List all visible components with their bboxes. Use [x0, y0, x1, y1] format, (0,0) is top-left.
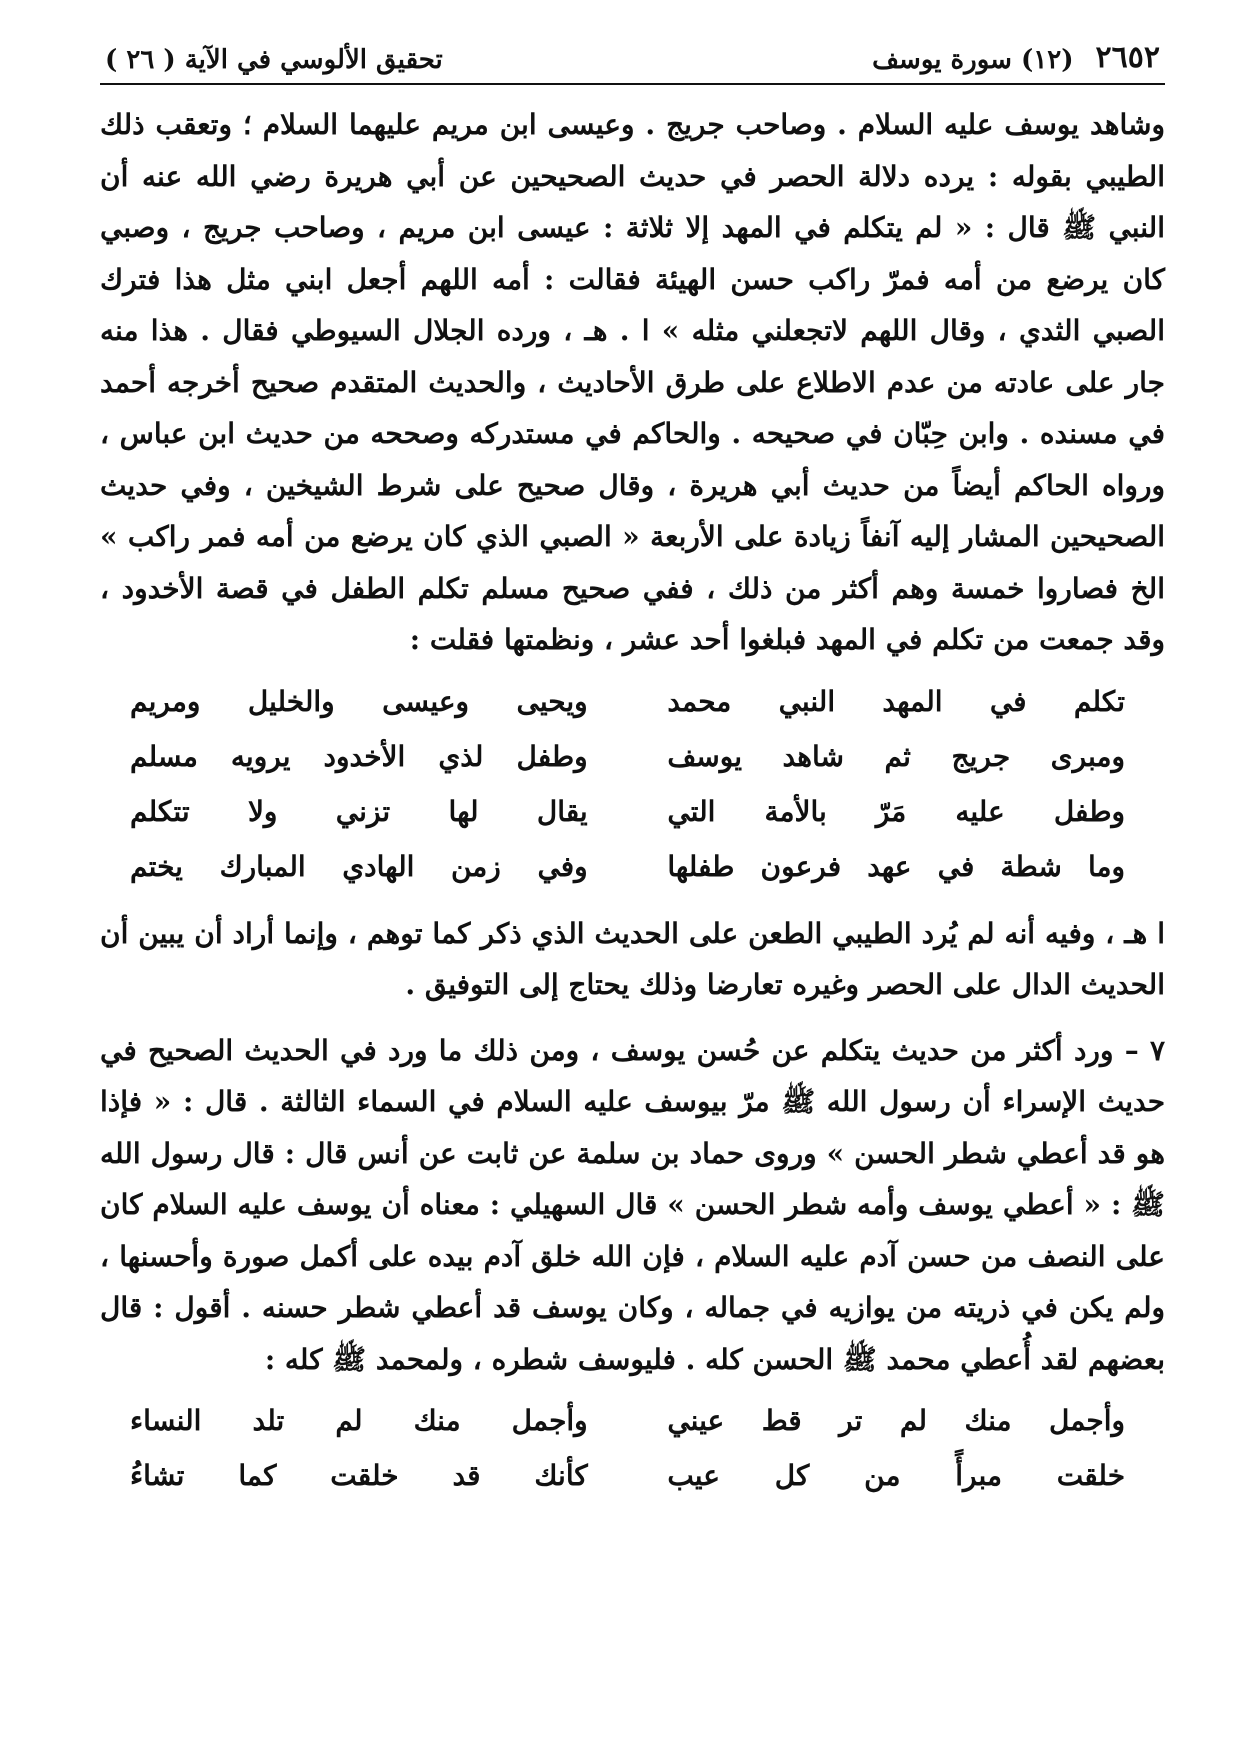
paragraph-1: وشاهد يوسف عليه السلام . وصاحب جريج . وعيسى ابن مريم عليهما السلام ؛ وتعقب ذلك الطيبي بقوله : يرده دلالة الحصر في حديث الصحيحين عن أبي هريرة رضي الله عنه أن النبي ﷺ قال : « لم يتكلم في المهد إلا ثلاثة : عيسى ابن مريم ، وصاحب جريج ، وصبي كان يرضع من أمه فمرّ راكب حسن الهيئة فقالت : أمه اللهم أجعل ابني مثل هذا فترك الصبي الثدي ، وقال اللهم لاتجعلني مثله » ا . هـ ، ورده الجلال السيوطي فقال . هذا منه جار على عادته من عدم الاطلاع على طرق الأحاديث ، والحديث المتقدم صحيح أخرجه أحمد في مسنده . وابن حِبّان في صحيحه . والحاكم في مستدركه وصححه من حديث ابن عباس ، ورواه الحاكم أيضاً من حديث أبي هريرة ، وقال صحيح على شرط الشيخين ، وفي حديث الصحيحين المشار إليه آنفاً زيادة على الأربعة « الصبي الذي كان يرضع من أمه فمر راكب » الخ فصاروا خمسة وهم أكثر من ذلك ، ففي صحيح مسلم تكلم الطفل في قصة الأخدود ، وقد جمعت من تكلم في المهد فبلغوا أحد عشر ، ونظمتها فقلت :	[100, 108, 1165, 656]
poem-verse	[130, 1448, 1125, 1503]
poem-verse	[130, 1393, 1125, 1448]
verse-second-hemistich: وطفل لذي الأخدود يرويه مسلم	[130, 739, 588, 773]
poem-2	[130, 1393, 1125, 1503]
verse-second-hemistich: يقال لها تزني ولا تتكلم	[130, 794, 588, 828]
poem-verse	[130, 839, 1125, 894]
paragraph-3: ٧ – ورد أكثر من حديث يتكلم عن حُسن يوسف ، ومن ذلك ما ورد في الحديث الصحيح في حديث الإسراء أن رسول الله ﷺ مرّ بيوسف عليه السلام في السماء الثالثة . قال : « فإذا هو قد أعطي شطر الحسن » وروى حماد بن سلمة عن ثابت عن أنس قال : قال رسول الله ﷺ : « أعطي يوسف وأمه شطر الحسن » قال السهيلي : معناه أن يوسف عليه السلام كان على النصف من حسن آدم عليه السلام ، فإن الله خلق آدم بيده على أكمل صورة وأحسنها ، ولم يكن في ذريته من يوازيه في جماله ، وكان يوسف قد أعطي شطر حسنه . أقول : قال بعضهم لقد أُعطي محمد ﷺ الحسن كله . فليوسف شطره ، ولمحمد ﷺ كله :	[100, 1033, 1166, 1376]
verse-first-hemistich: وما شطة في عهد فرعون طفلها	[667, 849, 1125, 883]
verse-first-hemistich: وأجمل منك لم تر قط عيني	[667, 1404, 1125, 1437]
page-number: ٢٦٥٢	[1095, 40, 1160, 75]
section-title: تحقيق الألوسي في الآية ( ٢٦ )	[105, 45, 443, 75]
verse-first-hemistich: وطفل عليه مَرّ بالأمة التي	[667, 794, 1125, 828]
paragraph-gap	[100, 1011, 1165, 1025]
header-rule	[100, 83, 1165, 85]
poem-verse	[130, 729, 1125, 784]
verse-second-hemistich: كأنك قد خلقت كما تشاءُ	[130, 1459, 588, 1492]
poem-verse	[130, 784, 1125, 839]
verse-first-hemistich: خلقت مبرأً من كل عيب	[667, 1459, 1125, 1492]
running-head	[100, 40, 1165, 83]
verse-second-hemistich: ويحيى وعيسى والخليل ومريم	[130, 684, 588, 718]
verse-second-hemistich: وأجمل منك لم تلد النساء	[130, 1404, 588, 1437]
poem-verse	[130, 674, 1125, 729]
verse-first-hemistich: ومبرى جريج ثم شاهد يوسف	[667, 739, 1125, 773]
running-head-right	[872, 40, 1160, 75]
verse-second-hemistich: وفي زمن الهادي المبارك يختم	[130, 849, 588, 883]
chapter-title: (١٢) سورة يوسف	[872, 45, 1074, 75]
paragraph-2: ا هـ ، وفيه أنه لم يُرد الطيبي الطعن على الحديث الذي ذكر كما توهم ، وإنما أراد أن يبين أن الحديث الدال على الحصر وغيره تعارضا وذلك يحتاج إلى التوفيق .	[100, 916, 1165, 1001]
verse-first-hemistich: تكلم في المهد النبي محمد	[667, 684, 1125, 718]
poem-1	[130, 674, 1125, 894]
